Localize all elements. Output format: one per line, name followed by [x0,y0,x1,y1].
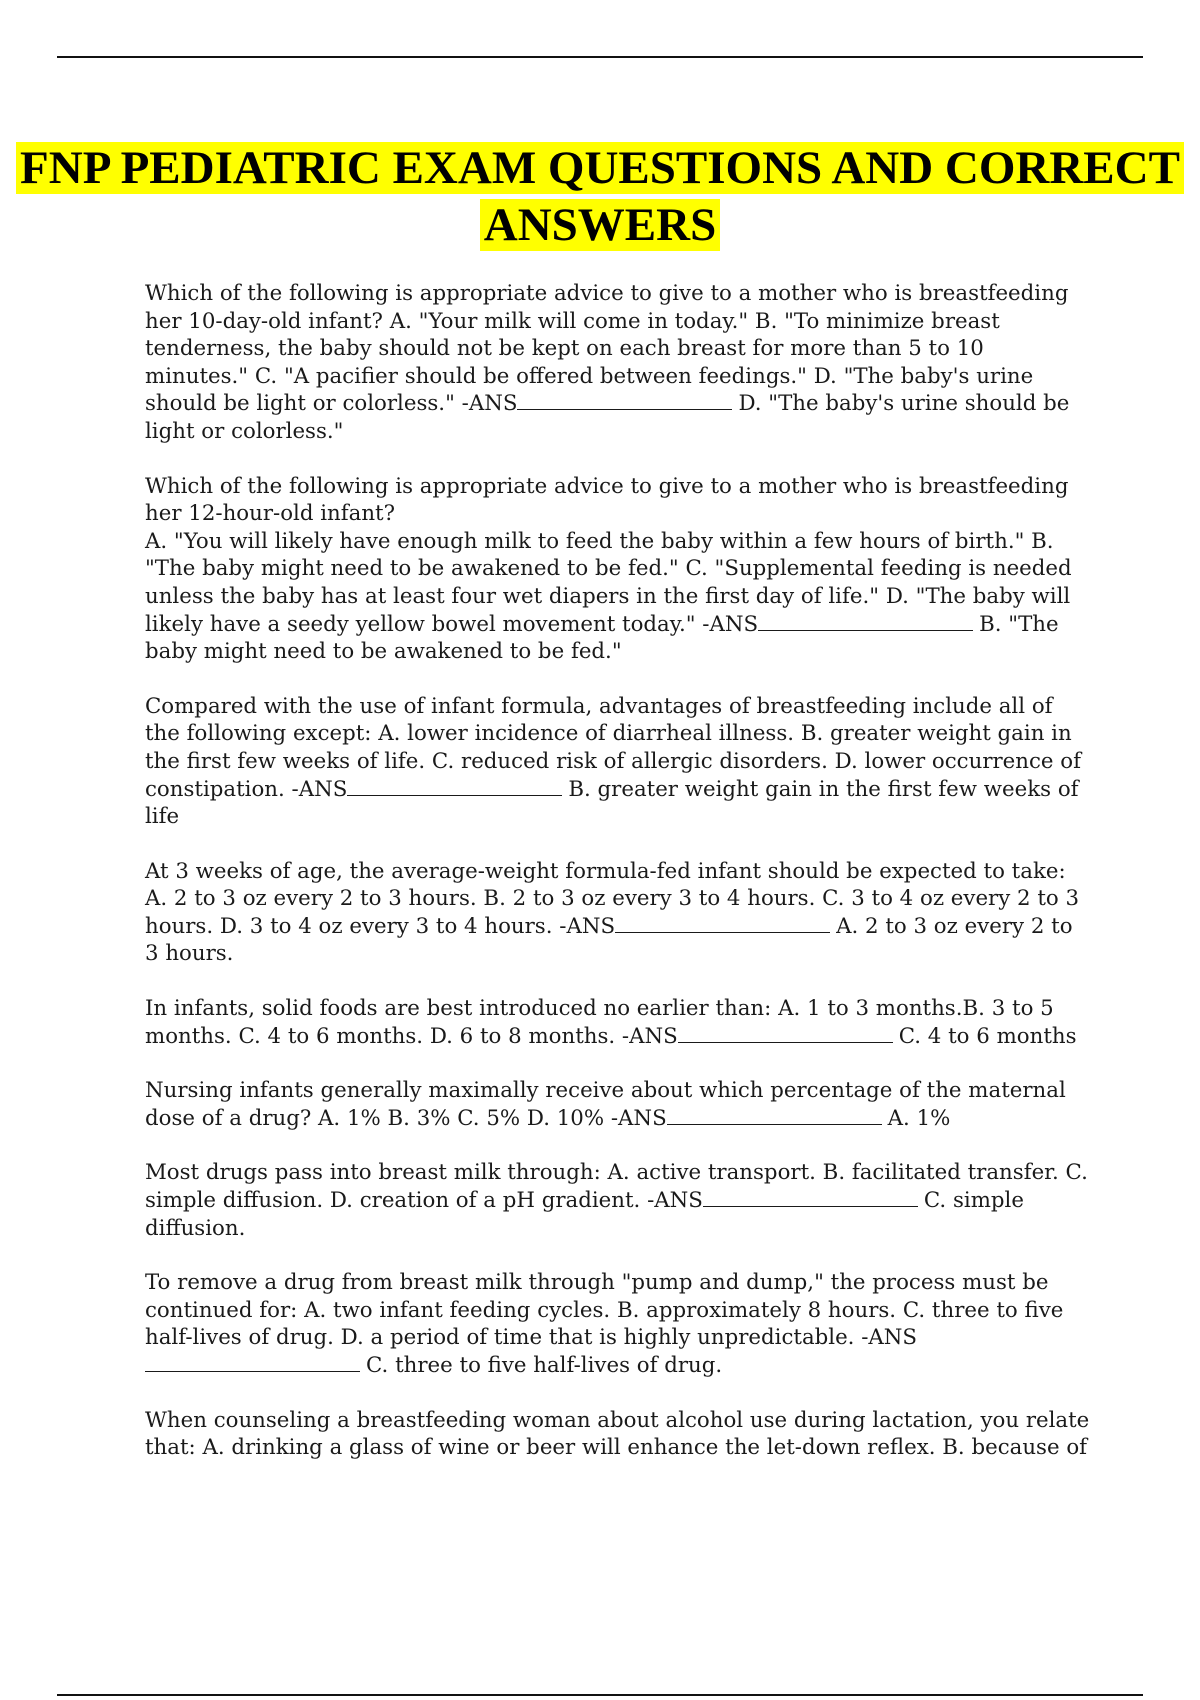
answer-text: C. simple diffusion. [145,1188,1024,1241]
question-text: At 3 weeks of age, the average-weight formula-fed infant should be expected to take: A. 2 to 3 oz every 2 to 3 hours. B. 2 to 3 oz every 3 to 4 hours. C. 3 to 4 oz every 2 to 3 hours. D. 3 to 4 oz every 3 to 4 hours. -ANS [145,858,1080,939]
qa-item [145,1269,1090,1379]
answer-blank [615,914,830,933]
qa-item [145,693,1090,831]
answer-text: B. "The baby might need to be awakened to be fed." [145,611,1059,665]
answer-text: A. 1% [887,1105,951,1131]
answer-text: A. 2 to 3 oz every 2 to 3 hours. [145,913,1073,967]
answer-blank [347,777,562,796]
answer-text: C. 4 to 6 months [898,1023,1077,1049]
qa-item [145,473,1090,666]
qa-item [145,1407,1090,1462]
answer-blank [678,1024,893,1043]
question-text: Which of the following is appropriate advice to give to a mother who is breastfeeding her 10-day-old infant? A. "Your milk will come in today." B. "To minimize breast tenderness, the baby should not be kept on each breast for more than 5 to 10 minutes." C. "A pacifier should be offered between feedings." D. "The baby's urine should be light or colorless." -ANS [145,281,1069,417]
question-text: Which of the following is appropriate advice to give to a mother who is breastfeeding her 12-hour-old infant? A. "You will likely have enough milk to feed the baby within a few hours of birth." B. "The baby might need to be awakened to be fed." C. "Supplemental feeding is needed unless the baby has at least four wet diapers in the first day of life." D. "The baby will likely have a seedy yellow bowel movement today." -ANS [145,473,1072,637]
qa-item [145,858,1090,968]
title-highlight: FNP PEDIATRIC EXAM QUESTIONS AND CORRECT ANSWERS [16,142,1184,251]
question-list [145,280,1090,1489]
page-title [0,140,1200,254]
question-text: Compared with the use of infant formula, advantages of breastfeeding include all of the following except: A. lower incidence of diarrheal illness. B. greater weight gain in the first few weeks of life. C. reduced risk of allergic disorders. D. lower occurrence of constipation. -ANS [145,693,1082,802]
qa-item [145,1159,1090,1242]
question-text: When counseling a breastfeeding woman about alcohol use during lactation, you relate that: A. drinking a glass of wine or beer will enhance the let-down reflex. B. because of [145,1407,1090,1461]
answer-blank [758,612,973,631]
qa-item [145,280,1090,446]
answer-blank [145,1353,360,1372]
answer-blank [667,1106,882,1125]
top-rule [57,56,1143,58]
answer-text: C. three to five half-lives of drug. [366,1353,723,1378]
question-text: Most drugs pass into breast milk through: A. active transport. B. facilitated transfer. C. simple diffusion. D. creation of a pH gradient. -ANS [145,1160,1088,1214]
question-text: In infants, solid foods are best introduced no earlier than: A. 1 to 3 months.B. 3 to 5 months. C. 4 to 6 months. D. 6 to 8 months. -ANS [145,996,1054,1049]
question-text: To remove a drug from breast milk through "pump and dump," the process must be continued for: A. two infant feeding cycles. B. approximately 8 hours. C. three to five half-lives of drug. D. a period of time that is highly unpredictable. -ANS [145,1270,1064,1351]
question-text: Nursing infants generally maximally receive about which percentage of the maternal dose of a drug? A. 1% B. 3% C. 5% D. 10% -ANS [145,1078,1066,1131]
qa-item [145,995,1090,1050]
answer-blank [703,1188,918,1207]
answer-text: B. greater weight gain in the first few weeks of life [145,776,1079,830]
qa-item [145,1077,1090,1132]
answer-blank [517,391,732,410]
answer-text: D. "The baby's urine should be light or colorless." [145,391,1070,444]
bottom-rule [57,1694,1143,1696]
